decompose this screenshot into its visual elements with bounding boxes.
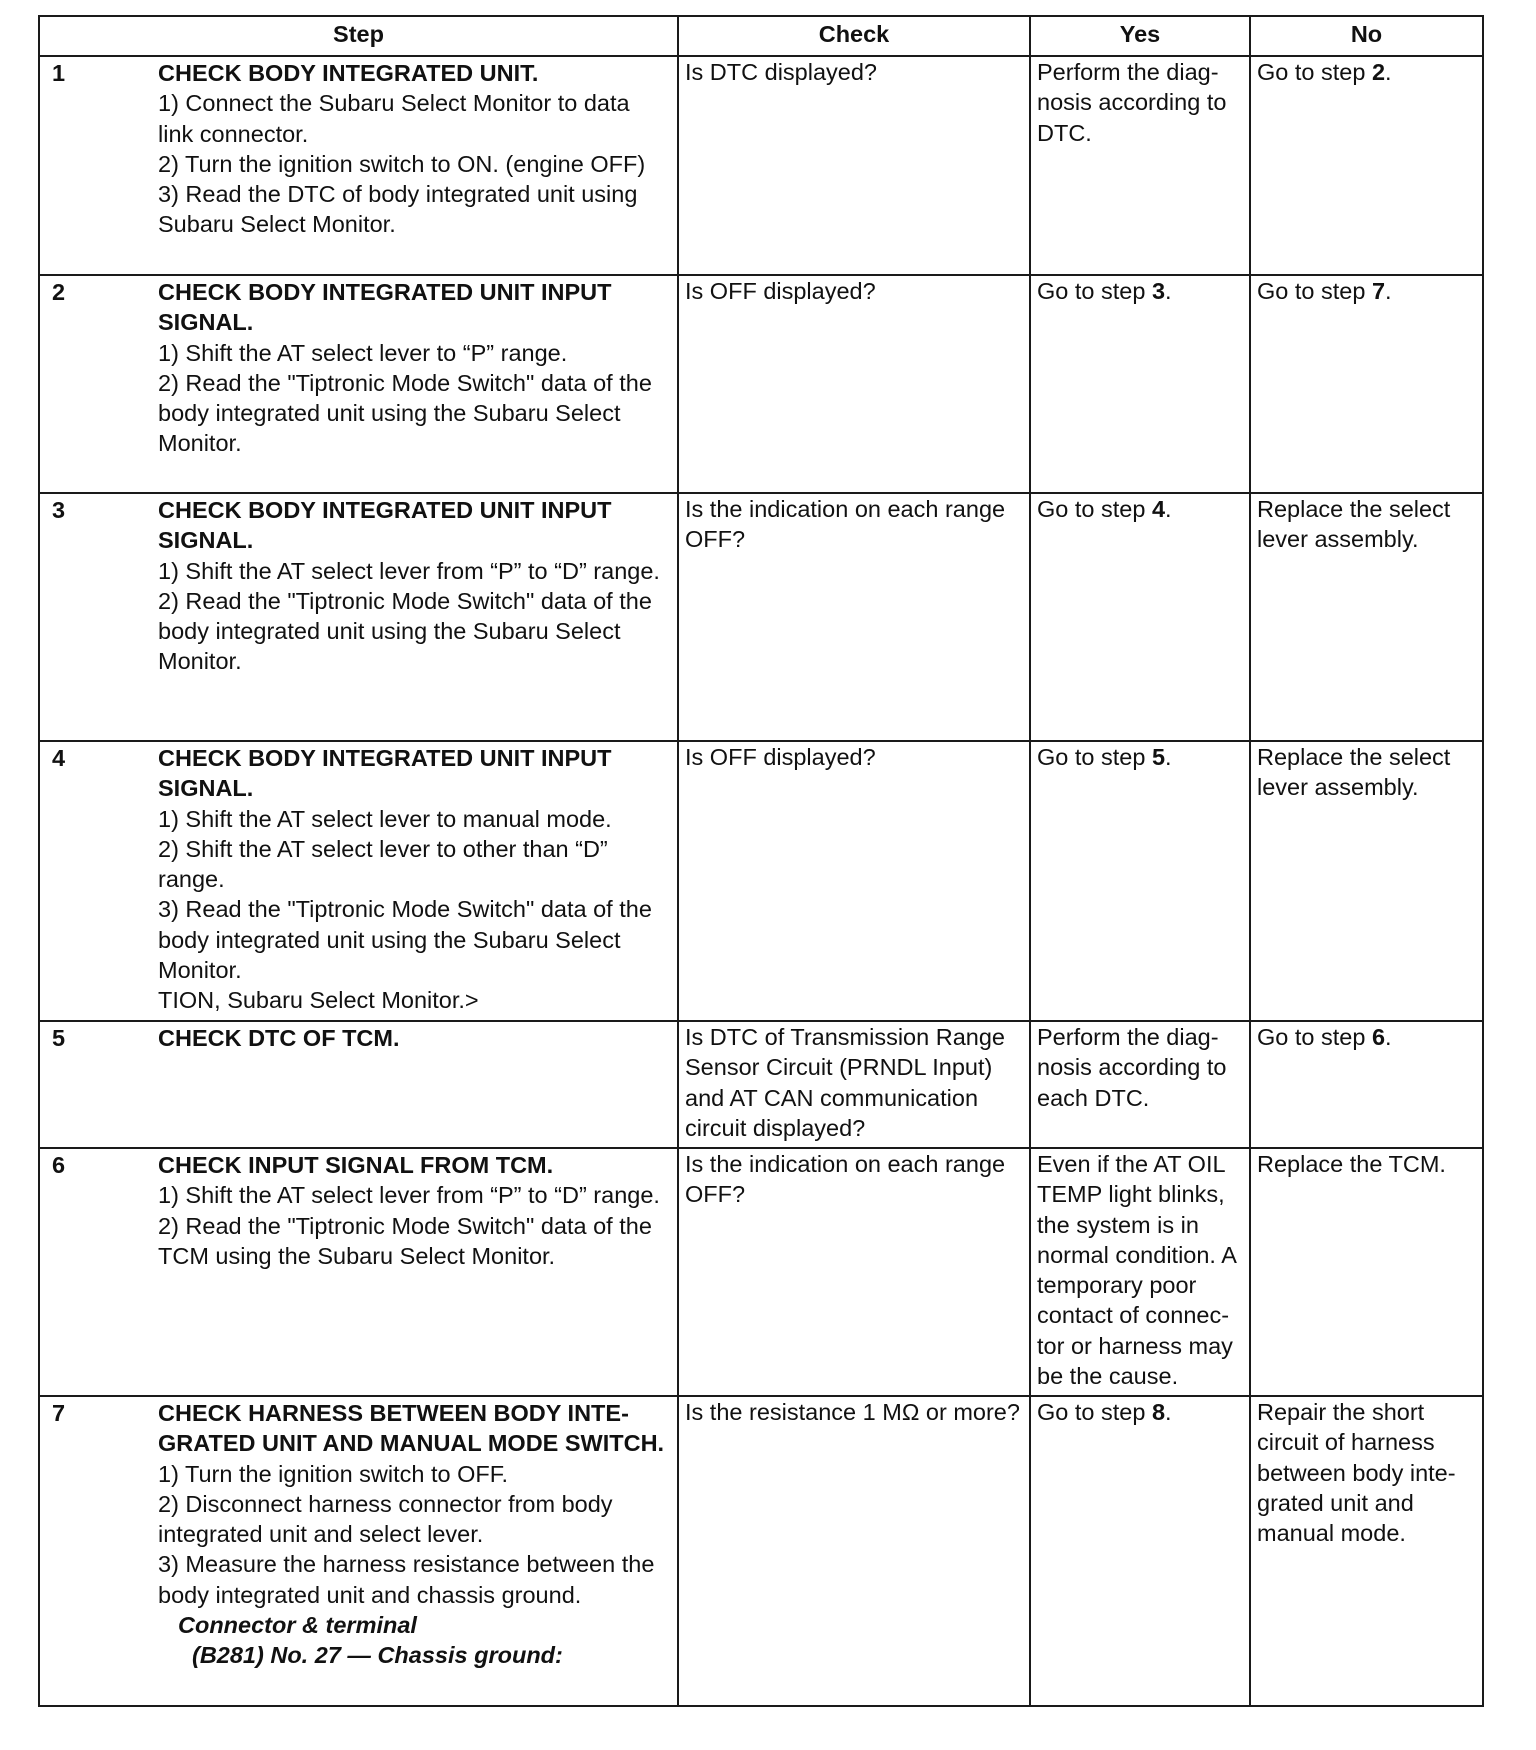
check-cell: Is the resistance 1 MΩ or more?: [678, 1396, 1030, 1706]
yes-cell: [1030, 741, 1250, 1021]
step-reference-link[interactable]: 6: [1371, 1024, 1386, 1050]
step-number: 2: [52, 279, 66, 305]
step-instruction: 2) Disconnect harness connector from body integrated unit and select lever.: [158, 1490, 613, 1548]
no-cell: Replace the TCM.: [1250, 1148, 1483, 1396]
step-instruction: 3) Measure the harness resistance between the body integrated unit and chassis ground.: [158, 1551, 655, 1608]
connector-terminal-label: Connector & terminal: [178, 1612, 417, 1639]
step-reference-link[interactable]: 4: [1151, 496, 1166, 522]
punctuation: .: [1165, 278, 1172, 304]
check-cell: Is DTC displayed?: [678, 56, 1030, 275]
no-cell: [1250, 275, 1483, 493]
no-cell: [1250, 56, 1483, 275]
step-title: CHECK INPUT SIGNAL FROM TCM.: [158, 1152, 554, 1178]
diagnostic-procedure-table: [38, 15, 1484, 1707]
go-to-text: Go to step: [1037, 496, 1152, 522]
table-row-step-7: [39, 1396, 1483, 1706]
step-title: CHECK BODY INTEGRATED UNIT INPUT SIGNAL.: [158, 497, 612, 554]
go-to-text: Go to step: [1037, 1399, 1152, 1425]
step-note-fragment: TION, Subaru Select Monitor.>: [158, 987, 479, 1014]
table-row-step-4: [39, 741, 1483, 1021]
yes-cell: Even if the AT OIL TEMP light blinks, the system is in normal condition. A temporary poor contact of connec- tor or harness may be the cause.: [1030, 1148, 1250, 1396]
step-instruction: 2) Shift the AT select lever to other than “D” range.: [158, 835, 608, 893]
check-cell: Is DTC of Transmission Range Sensor Circuit (PRNDL Input) and AT CAN communication circuit displayed?: [678, 1021, 1030, 1148]
table-row-step-5: [39, 1021, 1483, 1148]
step-number: 1: [52, 60, 66, 86]
step-instruction: 2) Read the "Tiptronic Mode Switch" data of the body integrated unit using the Subaru Select Monitor.: [158, 587, 652, 675]
step-cell: [39, 741, 678, 1021]
step-number: 3: [52, 497, 66, 523]
yes-cell: Perform the diag- nosis according to DTC.: [1030, 56, 1250, 275]
table-row-step-3: [39, 493, 1483, 741]
check-cell: Is OFF displayed?: [678, 275, 1030, 493]
step-instruction: 1) Connect the Subaru Select Monitor to data link connector.: [158, 90, 630, 147]
no-cell: Repair the short circuit of harness between body inte- grated unit and manual mode.: [1250, 1396, 1483, 1706]
step-cell: [39, 275, 678, 493]
step-cell: [39, 1021, 678, 1148]
step-instruction: 3) Read the "Tiptronic Mode Switch" data of the body integrated unit using the Subaru Select Monitor.: [158, 896, 652, 984]
check-cell: Is the indication on each range OFF?: [678, 493, 1030, 741]
step-title: CHECK BODY INTEGRATED UNIT INPUT SIGNAL.: [158, 279, 612, 336]
step-instruction: 1) Turn the ignition switch to OFF.: [158, 1460, 509, 1487]
step-instruction: 1) Shift the AT select lever to “P” range.: [158, 339, 568, 366]
step-title: CHECK HARNESS BETWEEN BODY INTE- GRATED UNIT AND MANUAL MODE SWITCH.: [158, 1400, 665, 1457]
step-title: CHECK BODY INTEGRATED UNIT INPUT SIGNAL.: [158, 745, 612, 802]
step-number: 4: [52, 745, 66, 771]
go-to-text: Go to step: [1257, 278, 1372, 304]
yes-cell: [1030, 275, 1250, 493]
step-instruction: 1) Shift the AT select lever to manual mode.: [158, 805, 612, 832]
yes-cell: [1030, 1396, 1250, 1706]
go-to-text: Go to step: [1037, 744, 1152, 770]
header-check: Check: [678, 16, 1030, 56]
table-header-row: [39, 16, 1483, 56]
go-to-text: Go to step: [1257, 1024, 1372, 1050]
step-instruction: 2) Read the "Tiptronic Mode Switch" data of the TCM using the Subaru Select Monitor.: [158, 1212, 652, 1269]
step-number: 7: [52, 1400, 66, 1426]
table-row-step-1: [39, 56, 1483, 275]
header-step: Step: [39, 16, 678, 56]
no-cell: Replace the select lever assembly.: [1250, 741, 1483, 1021]
punctuation: .: [1165, 1399, 1172, 1425]
step-cell: [39, 56, 678, 275]
header-yes: Yes: [1030, 16, 1250, 56]
step-instruction: 3) Read the DTC of body integrated unit using Subaru Select Monitor.: [158, 181, 638, 238]
no-cell: [1250, 1021, 1483, 1148]
table-row-step-6: [39, 1148, 1483, 1396]
step-instruction: 2) Turn the ignition switch to ON. (engine OFF): [158, 150, 646, 177]
step-cell: [39, 1396, 678, 1706]
step-number: 5: [52, 1025, 66, 1051]
check-cell: Is OFF displayed?: [678, 741, 1030, 1021]
step-title: CHECK DTC OF TCM.: [158, 1025, 400, 1051]
step-cell: [39, 493, 678, 741]
diagnostic-procedure-table-container: [38, 15, 1482, 1707]
go-to-text: Go to step: [1257, 59, 1372, 85]
step-instruction: 2) Read the "Tiptronic Mode Switch" data of the body integrated unit using the Subaru Select Monitor.: [158, 369, 652, 457]
connector-terminal-value: (B281) No. 27 — Chassis ground:: [192, 1642, 563, 1669]
step-reference-link[interactable]: 3: [1151, 278, 1166, 304]
step-reference-link[interactable]: 7: [1371, 278, 1386, 304]
step-title: CHECK BODY INTEGRATED UNIT.: [158, 60, 539, 86]
go-to-text: Go to step: [1037, 278, 1152, 304]
punctuation: .: [1165, 496, 1172, 522]
table-row-step-2: [39, 275, 1483, 493]
header-no: No: [1250, 16, 1483, 56]
step-instruction: 1) Shift the AT select lever from “P” to “D” range.: [158, 557, 660, 584]
step-number: 6: [52, 1152, 66, 1178]
punctuation: .: [1385, 1024, 1392, 1050]
step-cell: [39, 1148, 678, 1396]
yes-cell: Perform the diag- nosis according to each DTC.: [1030, 1021, 1250, 1148]
no-cell: Replace the select lever assembly.: [1250, 493, 1483, 741]
punctuation: .: [1385, 278, 1392, 304]
step-reference-link[interactable]: 2: [1371, 59, 1386, 85]
step-instruction: 1) Shift the AT select lever from “P” to “D” range.: [158, 1182, 660, 1209]
step-reference-link[interactable]: 5: [1151, 744, 1166, 770]
yes-cell: [1030, 493, 1250, 741]
punctuation: .: [1385, 59, 1392, 85]
check-cell: Is the indication on each range OFF?: [678, 1148, 1030, 1396]
step-reference-link[interactable]: 8: [1151, 1399, 1166, 1425]
punctuation: .: [1165, 744, 1172, 770]
